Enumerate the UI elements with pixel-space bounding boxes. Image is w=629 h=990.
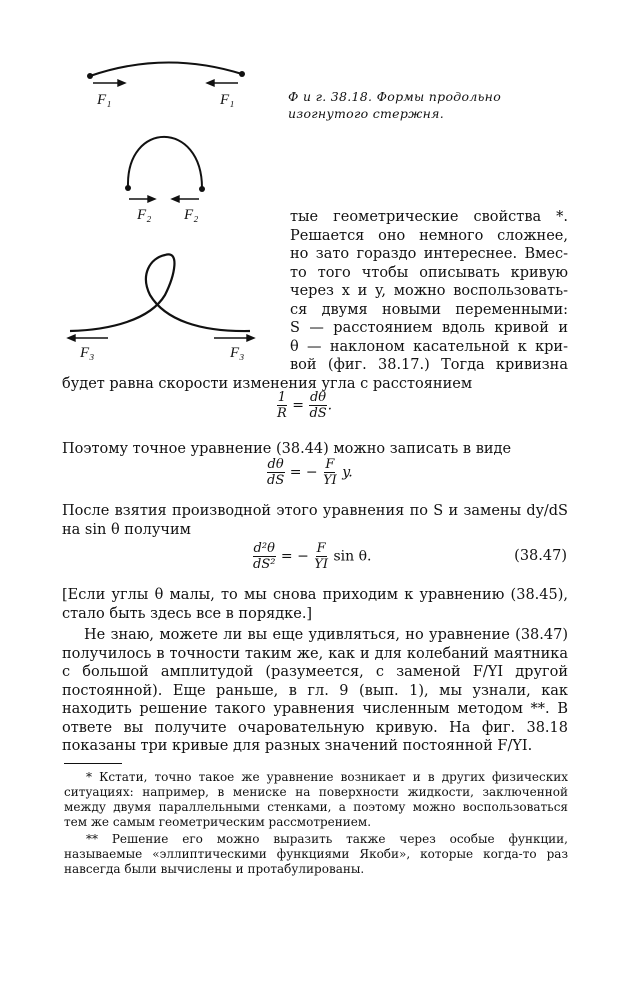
- text-line: вой (фиг. 38.17.) Тогда кривизна: [290, 357, 568, 373]
- text-line: то того чтобы описывать кривую: [290, 264, 568, 281]
- paragraph-3: После взятия производной этого уравнения по S и замены dy/dS на sin θ получим: [62, 503, 568, 538]
- force-arrow-1a: [118, 80, 125, 86]
- paragraph-1: будет равна скорости изменения угла с расстоянием: [62, 376, 473, 392]
- side-text: [290, 208, 568, 375]
- text-line: тые геометрические свойства *.: [290, 209, 568, 225]
- text-line: но зато гораздо интереснее. Вмес-: [290, 246, 568, 262]
- force-label-1a: F₁: [97, 92, 112, 108]
- figure-caption: Ф и г. 38.18. Формы продольно изогнутого стержня.: [288, 89, 502, 121]
- force-label-3a: F₃: [80, 345, 95, 361]
- equation-1: $\frac{1}{R}$ = $\frac{d\theta}{dS}$ .: [277, 390, 333, 421]
- rod-shape-1: [90, 62, 242, 76]
- equation-2: $\frac{d\theta}{dS}$ = − $\frac{F}{YI}$ y.: [267, 457, 353, 488]
- force-arrow-3a: [68, 335, 75, 341]
- force-arrow-2a: [148, 196, 155, 202]
- footnote-1: * Кстати, точно такое же уравнение возникает и в других физических ситуациях: например, в мениске на поверхности жидкости, заключенной между двумя параллельными стенками, а поэтому можно воспользоваться тем же самым геометрическим рассмотрением.: [64, 770, 568, 829]
- rod-end-1a: [87, 73, 93, 79]
- paragraph-5: Не знаю, можете ли вы еще удивляться, но уравнение (38.47) получилось в точности таким же, как и для колебаний маятника с большой амплитудой (разумеется, с заменой F/YI другой постоянной). Еще раньше, в гл. 9 (вып. 1), мы узнали, как находить решение такого уравнения численным методом **. В ответе вы получите очаровательную кривую. На фиг. 38.18 показаны три кривые для разных значений постоянной F/YI.: [62, 627, 568, 754]
- text-line: θ — наклоном касательной к кри-: [290, 338, 568, 355]
- footnote-divider: [64, 763, 122, 764]
- text-line: через x и y, можно воспользовать-: [290, 283, 568, 299]
- equation-number: (38.47): [514, 548, 567, 564]
- force-label-2b: F₂: [184, 207, 199, 223]
- footnote-2: ** Решение его можно выразить также через особые функции, называемые «эллиптическими функциями Якоби», которые когда-то раз навсегда были вычислены и протабулированы.: [64, 832, 568, 876]
- text-line: ся двумя новыми переменными:: [290, 301, 568, 318]
- force-label-1b: F₁: [220, 92, 235, 108]
- rod-shape-3: [70, 254, 250, 331]
- force-arrow-2b: [172, 196, 179, 202]
- rod-end-1b: [239, 71, 245, 77]
- rod-end-2a: [125, 185, 131, 191]
- force-arrow-3b: [247, 335, 254, 341]
- text-line: S — расстоянием вдоль кривой и: [290, 320, 568, 336]
- buckled-rod-figure: [0, 0, 300, 380]
- equation-3: $\frac{\text{d²θ}}{\text{dS²}}$ = − $\frac{F}{YI}$ sin θ.: [253, 541, 372, 572]
- rod-shape-2: [128, 137, 202, 188]
- text-line: Решается оно немного сложнее,: [290, 227, 568, 244]
- rod-end-2b: [199, 186, 205, 192]
- paragraph-2: Поэтому точное уравнение (38.44) можно записать в виде: [62, 441, 512, 457]
- paragraph-4: [Если углы θ малы, то мы снова приходим к уравнению (38.45), стало быть здесь все в порядке.]: [62, 587, 568, 622]
- force-label-2a: F₂: [137, 207, 152, 223]
- force-arrow-1b: [207, 80, 214, 86]
- force-label-3b: F₃: [230, 345, 245, 361]
